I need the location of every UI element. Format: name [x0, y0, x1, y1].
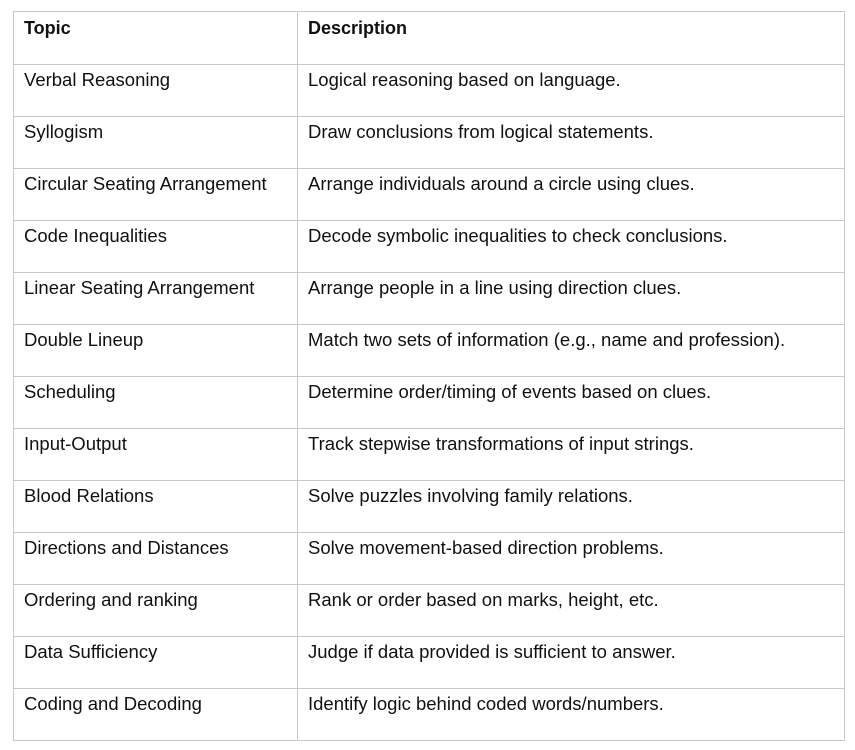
description-cell: Logical reasoning based on language.: [298, 65, 845, 117]
table-row: [14, 481, 845, 533]
description-cell: Decode symbolic inequalities to check conclusions.: [298, 221, 845, 273]
table-row: [14, 221, 845, 273]
topic-cell: Input-Output: [14, 429, 298, 481]
table-row: [14, 533, 845, 585]
description-cell: Arrange people in a line using direction clues.: [298, 273, 845, 325]
topic-cell: Syllogism: [14, 117, 298, 169]
topic-cell: Scheduling: [14, 377, 298, 429]
topics-table: [13, 11, 845, 741]
topic-cell: Linear Seating Arrangement: [14, 273, 298, 325]
topic-cell: Double Lineup: [14, 325, 298, 377]
table-row: [14, 117, 845, 169]
description-cell: Identify logic behind coded words/numbers.: [298, 689, 845, 741]
description-cell: Draw conclusions from logical statements.: [298, 117, 845, 169]
table-header-row: [14, 12, 845, 65]
table-row: [14, 169, 845, 221]
description-cell: Arrange individuals around a circle using clues.: [298, 169, 845, 221]
description-cell: Rank or order based on marks, height, etc.: [298, 585, 845, 637]
table-row: [14, 689, 845, 741]
topic-cell: Coding and Decoding: [14, 689, 298, 741]
table-row: [14, 377, 845, 429]
description-cell: Judge if data provided is sufficient to answer.: [298, 637, 845, 689]
topic-cell: Blood Relations: [14, 481, 298, 533]
description-cell: Match two sets of information (e.g., name and profession).: [298, 325, 845, 377]
topic-cell: Circular Seating Arrangement: [14, 169, 298, 221]
header-description: Description: [298, 12, 845, 65]
topic-cell: Data Sufficiency: [14, 637, 298, 689]
description-cell: Solve movement-based direction problems.: [298, 533, 845, 585]
description-cell: Track stepwise transformations of input strings.: [298, 429, 845, 481]
table-row: [14, 637, 845, 689]
topics-table-container: [13, 11, 845, 741]
header-topic: Topic: [14, 12, 298, 65]
table-row: [14, 65, 845, 117]
description-cell: Determine order/timing of events based on clues.: [298, 377, 845, 429]
table-row: [14, 585, 845, 637]
topic-cell: Verbal Reasoning: [14, 65, 298, 117]
topic-cell: Ordering and ranking: [14, 585, 298, 637]
table-row: [14, 273, 845, 325]
table-row: [14, 325, 845, 377]
table-row: [14, 429, 845, 481]
topic-cell: Code Inequalities: [14, 221, 298, 273]
description-cell: Solve puzzles involving family relations.: [298, 481, 845, 533]
topic-cell: Directions and Distances: [14, 533, 298, 585]
